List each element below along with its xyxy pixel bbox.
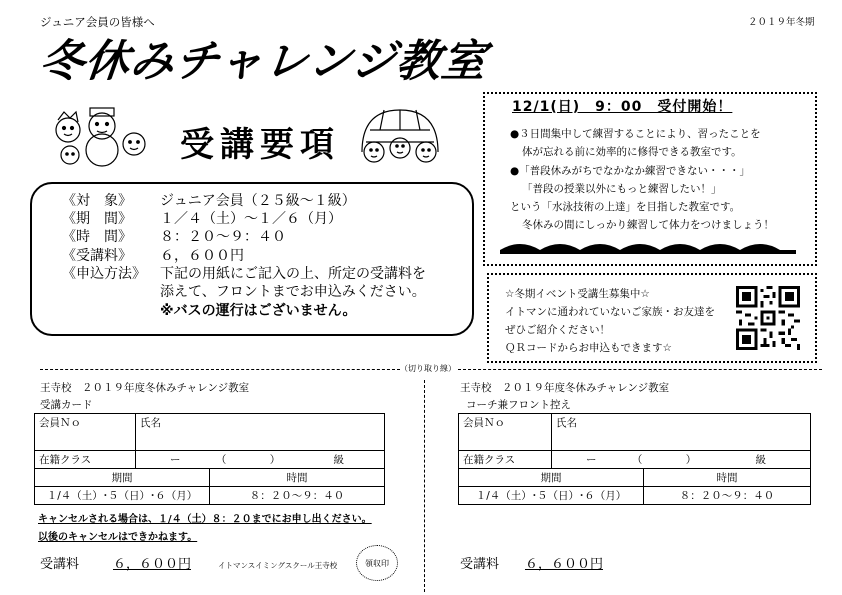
- member-no-label: 会員Ｎｏ: [463, 417, 505, 429]
- info-label-method: 《申込方法》: [62, 266, 146, 282]
- class-label: 在籍クラス: [39, 454, 92, 466]
- right-fee-value: ６，６００円: [524, 557, 603, 572]
- left-card-school: 王寺校 ２０１９年度冬休みチャレンジ教室: [40, 382, 250, 394]
- class-value-cell[interactable]: [136, 451, 385, 469]
- time-value: ８：２０～９：４０: [210, 487, 385, 505]
- receipt-stamp-area: [356, 545, 398, 581]
- page-title: 冬休みチャレンジ教室: [37, 36, 490, 87]
- cut-line-right: [458, 369, 822, 370]
- left-fee-label: 受講料: [40, 557, 80, 572]
- member-name-cell[interactable]: [552, 414, 811, 451]
- announcement-line: 体が忘れる前に効率的に修得できる教室です。: [522, 146, 742, 158]
- info-value-time: ８：２０～９：４０: [160, 229, 286, 245]
- announcement-line: ●「普段休みがちでなかなか練習できない・・・」: [510, 165, 751, 177]
- left-card-class-table: [34, 450, 385, 469]
- announcement-line: 冬休みの間にしっかり練習して体力をつけましょう！: [522, 219, 774, 231]
- announcement-line: ●３日間集中して練習することにより、習ったことを: [510, 128, 761, 140]
- info-label-time: 《時 間》: [62, 229, 132, 245]
- announcement-line: 「普段の授業以外にもっと練習したい！」: [522, 183, 722, 195]
- snowflake-border: [500, 236, 796, 254]
- class-grade: 級: [755, 454, 767, 466]
- class-dash: ー: [170, 454, 181, 466]
- info-label-period: 《期 間》: [62, 211, 132, 227]
- info-value-fee: ６，６００円: [160, 248, 244, 264]
- member-no-cell[interactable]: [459, 414, 552, 451]
- class-value-cell[interactable]: [552, 451, 811, 469]
- info-value-period: １／４（土）～１／６（月）: [160, 211, 342, 227]
- member-name-label: 氏名: [140, 417, 161, 429]
- member-no-label: 会員Ｎｏ: [39, 417, 81, 429]
- greeting: ジュニア会員の皆様へ: [40, 15, 155, 29]
- left-card-schedule-table: [34, 468, 385, 505]
- info-value-target: ジュニア会員（２５級～１級）: [160, 193, 356, 209]
- class-paren-open: （: [215, 454, 227, 466]
- member-no-cell[interactable]: [35, 414, 136, 451]
- info-label-fee: 《受講料》: [62, 248, 132, 264]
- class-grade: 級: [333, 454, 345, 466]
- stamp-label: 領収印: [365, 558, 389, 568]
- class-label: 在籍クラス: [463, 454, 516, 466]
- period-value: １/４（土）･５（日）･６（月）: [459, 487, 644, 505]
- right-card-schedule-table: [458, 468, 811, 505]
- class-label-cell: [35, 451, 136, 469]
- left-fee-value: ６，６００円: [112, 557, 191, 572]
- time-header: 時間: [210, 469, 385, 487]
- right-card-name: コーチ兼フロント控え: [466, 399, 571, 411]
- class-label-cell: [459, 451, 552, 469]
- left-card-member-table: [34, 413, 385, 451]
- cut-line-vertical: [424, 380, 425, 592]
- campaign-line: ☆冬期イベント受講生募集中☆: [505, 288, 650, 300]
- snowman-illustration: [50, 100, 150, 168]
- class-paren-open: （: [631, 454, 643, 466]
- period-value: １/４（土）･５（日）･６（月）: [35, 487, 210, 505]
- club-name: イトマンスイミングスクール王寺校: [218, 561, 338, 570]
- igloo-illustration: [350, 100, 450, 170]
- cancel-note-1: キャンセルされる場合は、１/４（土）８：２０までにお申し出ください。: [38, 514, 372, 525]
- member-name-label: 氏名: [556, 417, 577, 429]
- cut-line-left: [40, 369, 400, 370]
- left-card-name: 受講カード: [40, 399, 93, 411]
- info-value-method-2: 添えて、フロントまでお申込みください。: [160, 284, 426, 300]
- period-header: 期間: [35, 469, 210, 487]
- cut-label: （切り取り線）: [400, 364, 456, 373]
- announcement-line: という「水泳技術の上達」を目指した教室です。: [510, 201, 741, 213]
- page-subtitle: 受講要項: [180, 125, 340, 165]
- campaign-line: ＱＲコードからお申込もできます☆: [505, 342, 672, 354]
- right-fee-label: 受講料: [460, 557, 500, 572]
- right-card-school: 王寺校 ２０１９年度冬休みチャレンジ教室: [460, 382, 670, 394]
- time-header: 時間: [644, 469, 811, 487]
- info-value-method: 下記の用紙にご記入の上、所定の受講料を: [160, 266, 426, 282]
- class-paren-close: ）: [685, 454, 697, 466]
- season-label: ２０１９年冬期: [748, 17, 815, 28]
- member-name-cell[interactable]: [136, 414, 385, 451]
- announcement-headline: 12/1(日) 9：00 受付開始！: [512, 99, 733, 115]
- right-card-member-table: [458, 413, 811, 451]
- cancel-note-2: 以後のキャンセルはできかねます。: [38, 532, 198, 543]
- class-paren-close: ）: [269, 454, 281, 466]
- campaign-line: イトマンに通われていないご家族・お友達を: [505, 306, 715, 318]
- campaign-line: ぜひご紹介ください！: [505, 324, 610, 336]
- class-dash: ー: [586, 454, 597, 466]
- qr-code-icon[interactable]: [736, 286, 800, 350]
- right-card-class-table: [458, 450, 811, 469]
- time-value: ８：２０～９：４０: [644, 487, 811, 505]
- info-label-target: 《対 象》: [62, 193, 132, 209]
- bus-note: ※バスの運行はございません。: [160, 303, 357, 319]
- period-header: 期間: [459, 469, 644, 487]
